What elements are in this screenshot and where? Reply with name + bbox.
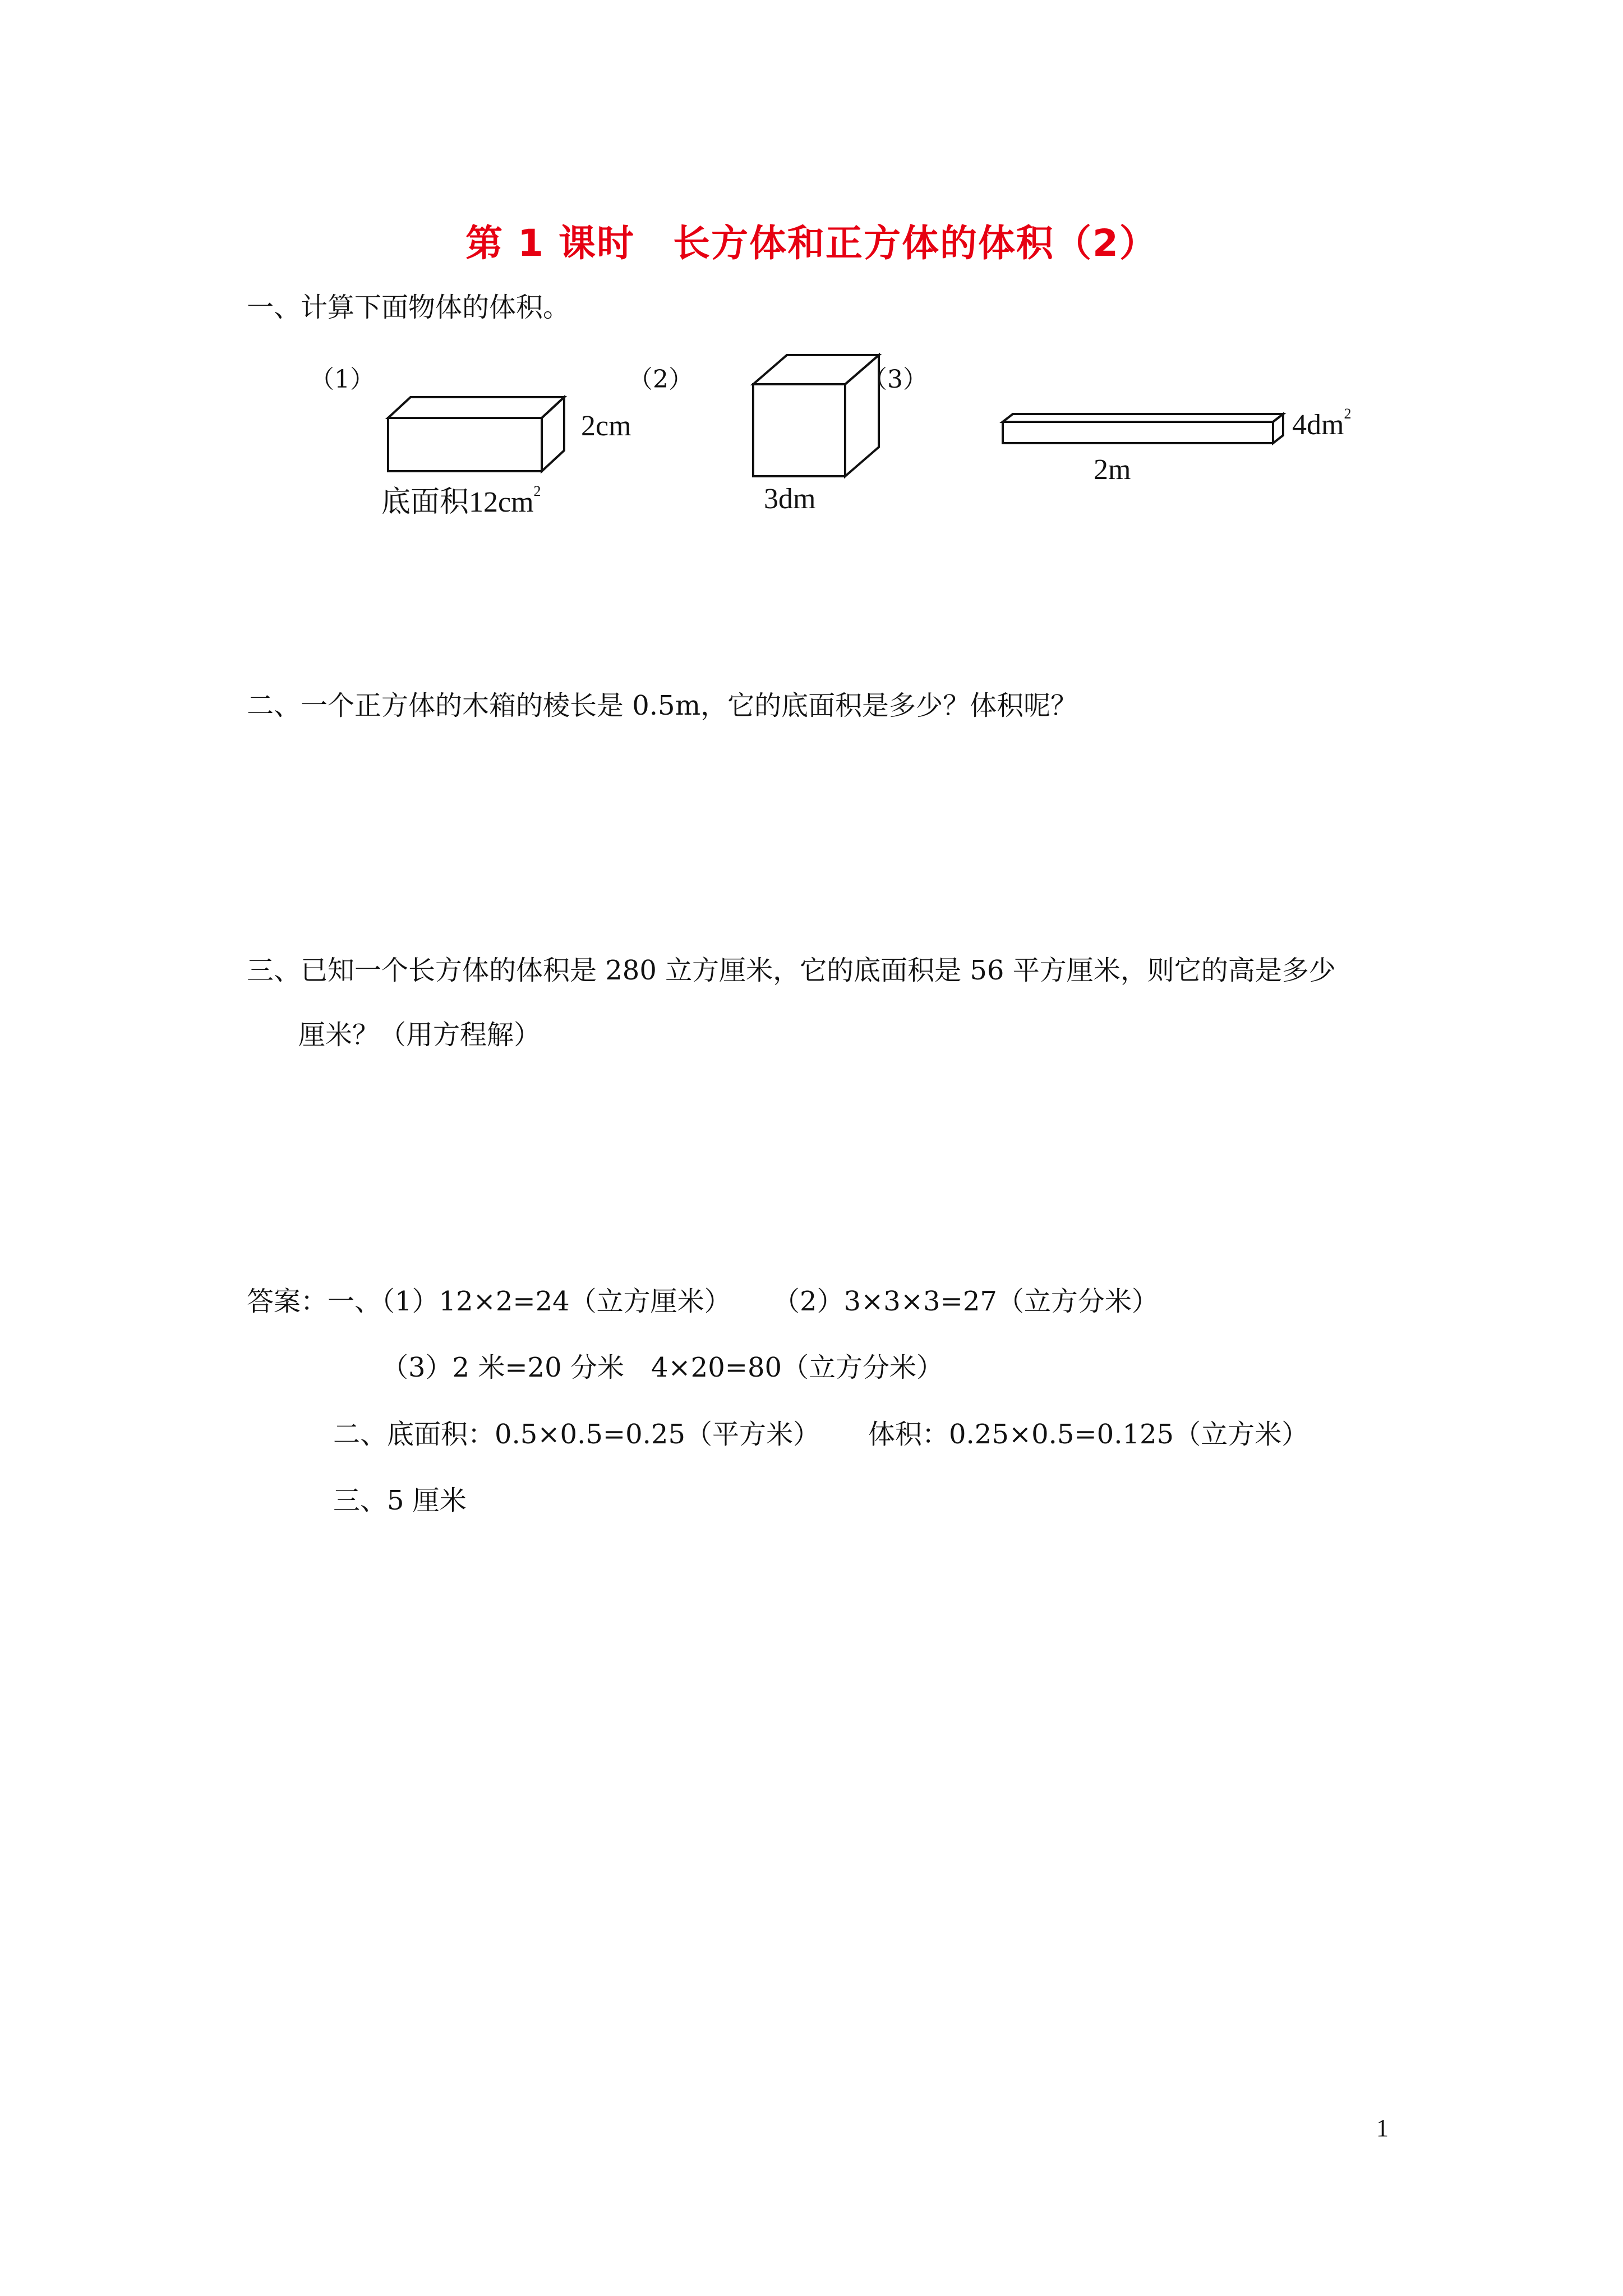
figure-2-cube [749,351,889,482]
answer-line-3b: 体积：0.25×0.5=0.125（立方米） [868,1419,1309,1450]
figure-3-length: 2m [1094,454,1131,486]
answer-line-2: （3）2 米=20 分米 4×20=80（立方分米） [381,1352,944,1383]
page-number: 1 [1376,2114,1389,2142]
answer-line-3a: 二、底面积：0.5×0.5=0.25（平方米） [333,1419,820,1450]
figure-3-cross-section-text: 4dm [1292,409,1344,441]
answer-line-1a: 答案：一、（1）12×2=24（立方厘米） [247,1286,731,1317]
answer-line-4: 三、5 厘米 [333,1485,467,1516]
figure-1-label: （1） [310,365,375,394]
question-3-prompt-line-2: 厘米？（用方程解） [298,1019,541,1051]
answer-line-1b: （2）3×3×3=27（立方分米） [773,1286,1159,1317]
page-title: 第 1 课时 长方体和正方体的体积（2） [465,222,1158,265]
question-2-prompt: 二、一个正方体的木箱的棱长是 0.5m，它的底面积是多少？体积呢？ [247,690,1078,721]
figure-1-cuboid [381,393,572,482]
figure-3-long-cuboid [998,409,1290,449]
figure-1-base-area-sup: 2 [533,483,541,499]
question-1-prompt: 一、计算下面物体的体积。 [247,292,570,323]
figure-2-edge: 3dm [764,483,816,515]
figure-3-label: （3） [863,365,928,394]
figure-3-cross-section-sup: 2 [1344,406,1352,422]
question-3-prompt-line-1: 三、已知一个长方体的体积是 280 立方厘米，它的底面积是 56 平方厘米，则它的高是多少 [247,955,1336,986]
figure-1-base-area [381,478,541,520]
figure-2-label: （2） [628,365,693,394]
figure-1-height: 2cm [581,410,631,442]
figure-1-base-area-text: 底面积12cm [381,486,534,518]
figure-3-cross-section [1292,406,1351,441]
